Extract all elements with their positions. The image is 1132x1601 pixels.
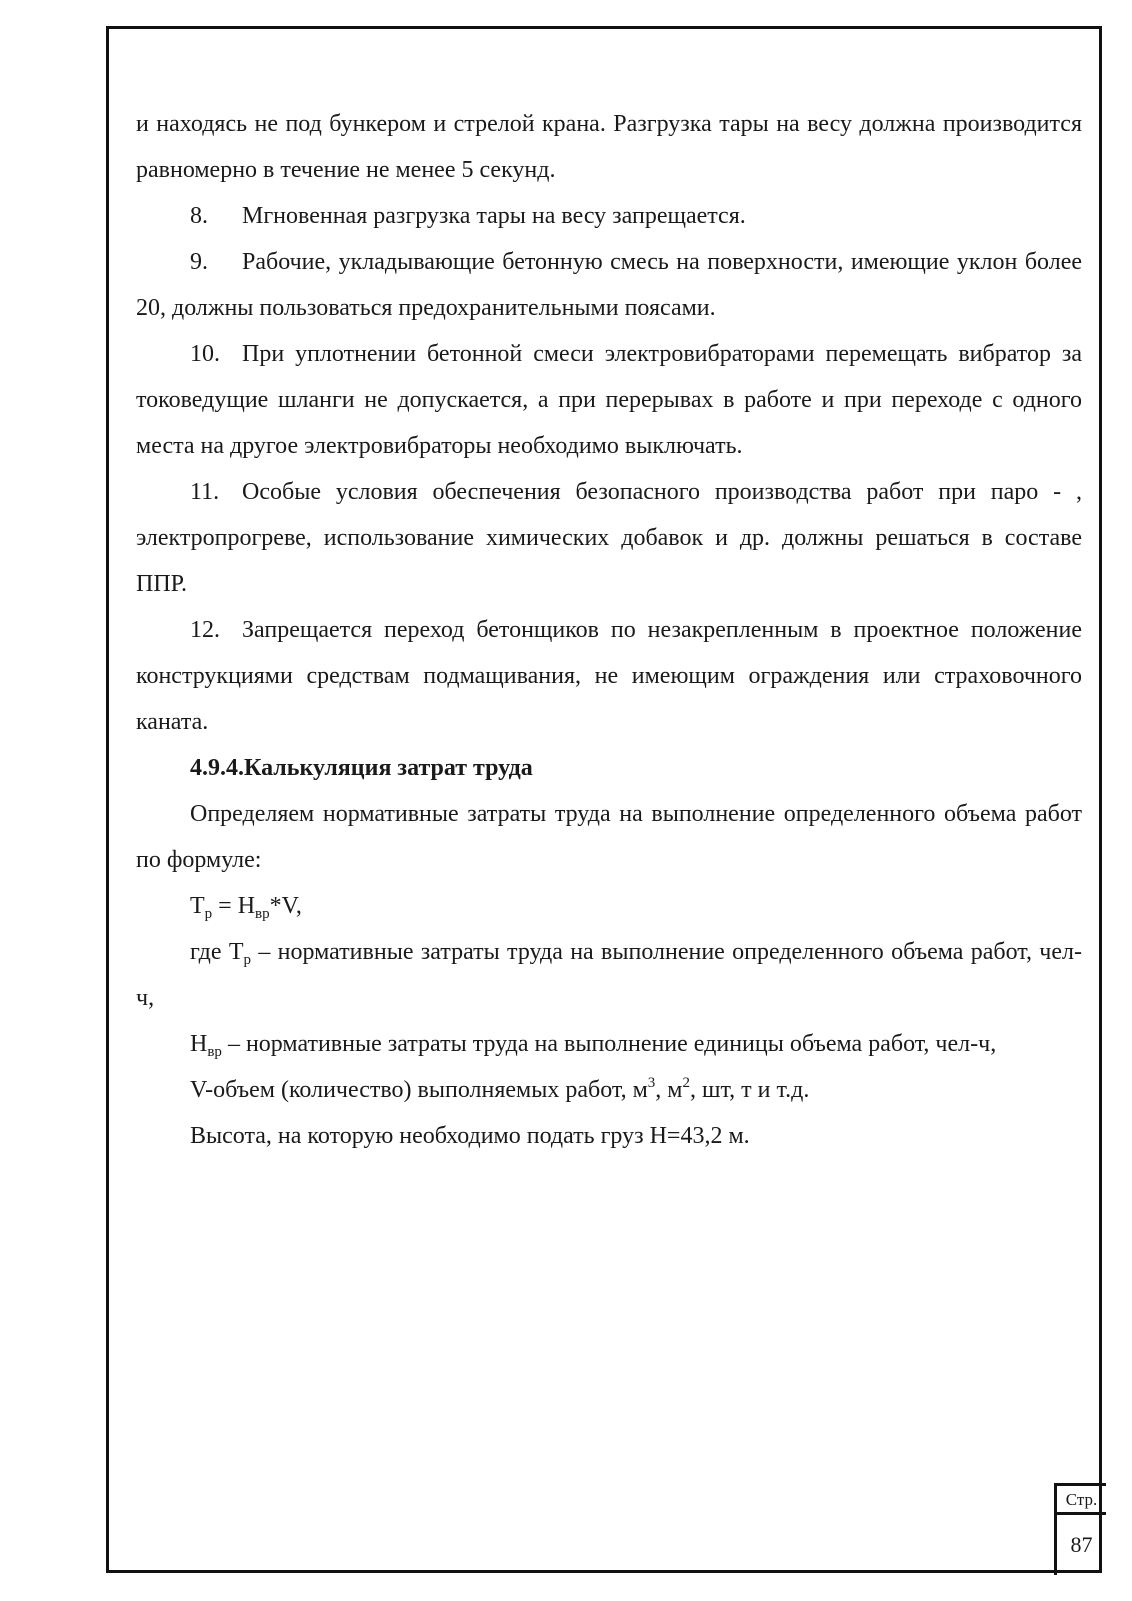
definition-lead: V-объем (количество) выполняемых работ, м bbox=[190, 1077, 648, 1103]
list-number: 9. bbox=[190, 249, 208, 275]
list-number: 12. bbox=[190, 617, 220, 643]
list-item-text: Особые условия обеспечения безопасного производства работ при паро - , электропрогреве, использование химических добавок и др. должны решаться в составе ППР. bbox=[136, 479, 1082, 597]
definition-lead: Н bbox=[190, 1031, 208, 1057]
formula-subscript: р bbox=[204, 906, 213, 922]
formula-symbol: = Н bbox=[212, 893, 256, 919]
formula-subscript: вр bbox=[255, 906, 270, 922]
height-statement: Высота, на которую необходимо подать груз Н=43,2 м. bbox=[190, 1123, 750, 1149]
definition-text: , шт, т и т.д. bbox=[689, 1077, 810, 1103]
definition-text: – нормативные затраты труда на выполнение определенного объема работ, чел-ч, bbox=[136, 939, 1082, 1011]
definition-subscript: р bbox=[243, 952, 251, 968]
list-number: 8. bbox=[190, 203, 208, 229]
list-item-text: Рабочие, укладывающие бетонную смесь на поверхности, имеющие уклон более 20, должны пользоваться предохранительными поясами. bbox=[136, 249, 1082, 321]
list-item-8 bbox=[136, 193, 1082, 239]
formula-symbol: Т bbox=[190, 893, 205, 919]
formula-symbol: *V, bbox=[269, 893, 302, 919]
page-number-stamp bbox=[1054, 1483, 1106, 1575]
definition-lead: где Т bbox=[190, 939, 244, 965]
definition-hvr bbox=[136, 1021, 1082, 1067]
section-intro: Определяем нормативные затраты труда на выполнение определенного объема работ по формуле: bbox=[136, 801, 1082, 873]
definition-superscript: 3 bbox=[647, 1075, 656, 1091]
definition-text: – нормативные затраты труда на выполнение единицы объема работ, чел-ч, bbox=[221, 1031, 997, 1057]
formula bbox=[136, 883, 1082, 929]
paragraph-continuation: и находясь не под бункером и стрелой крана. Разгрузка тары на весу должна производится равномерно в течение не менее 5 секунд. bbox=[136, 111, 1082, 183]
definition-superscript: 2 bbox=[682, 1075, 690, 1091]
list-item-11 bbox=[136, 469, 1082, 607]
list-number: 11. bbox=[190, 479, 220, 505]
page-number: 87 bbox=[1070, 1532, 1093, 1557]
list-item-10 bbox=[136, 331, 1082, 469]
list-item-text: При уплотнении бетонной смеси электровибраторами перемещать вибратор за токоведущие шланги не допускается, а при перерывах в работе и при переходе с одного места на другое электровибраторы необходимо выключать. bbox=[136, 341, 1082, 459]
definition-subscript: вр bbox=[207, 1044, 222, 1060]
list-item-text: Мгновенная разгрузка тары на весу запрещается. bbox=[242, 203, 746, 229]
list-item-text: Запрещается переход бетонщиков по незакрепленным в проектное положение конструкциями средствам подмащивания, не имеющим ограждения или страховочного каната. bbox=[136, 617, 1082, 735]
definition-volume bbox=[136, 1067, 1082, 1113]
document-body bbox=[136, 101, 1082, 1159]
list-number: 10. bbox=[190, 341, 220, 367]
definition-text: , м bbox=[655, 1077, 683, 1103]
page-label: Стр. bbox=[1057, 1483, 1106, 1515]
section-heading: 4.9.4.Калькуляция затрат труда bbox=[190, 755, 533, 781]
list-item-12 bbox=[136, 607, 1082, 745]
list-item-9 bbox=[136, 239, 1082, 331]
definition-tr bbox=[136, 929, 1082, 1021]
